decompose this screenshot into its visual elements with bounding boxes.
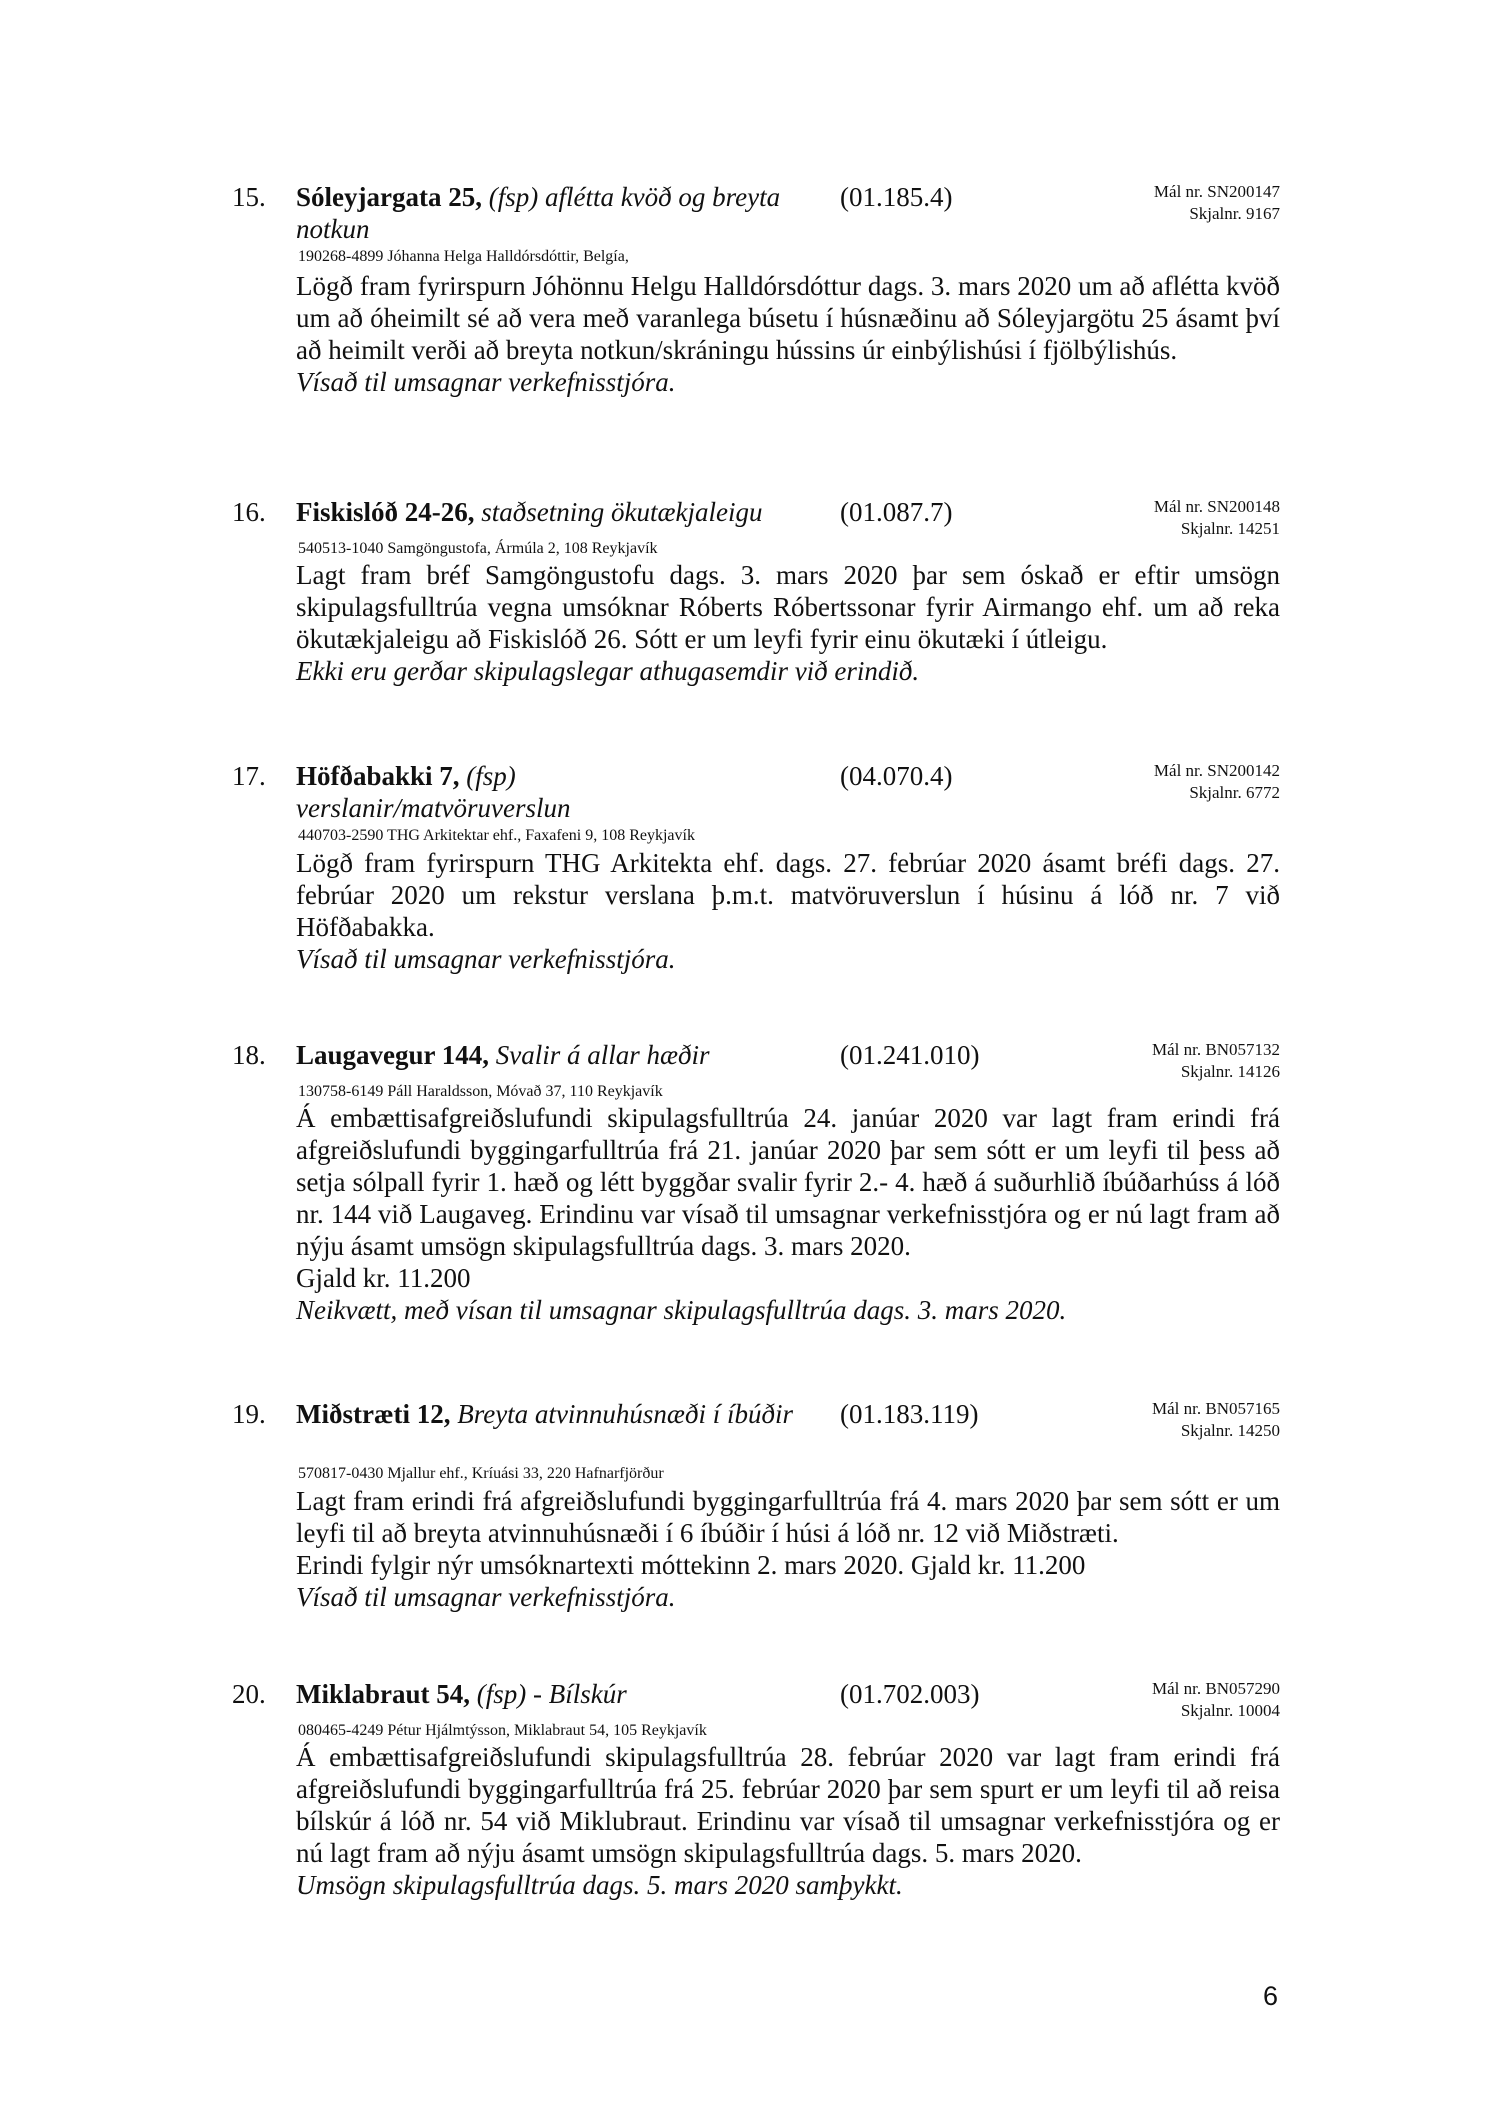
- item-street: Miðstræti 12,: [296, 1399, 451, 1429]
- item-title: [296, 496, 896, 528]
- item-land-number: (01.185.4): [840, 182, 953, 212]
- item-body-text: Lögð fram fyrirspurn Jóhönnu Helgu Halldórsdóttur dags. 3. mars 2020 um að aflétta kvöð um að óheimilt sé að vera með varanlega búsetu í húsnæðinu að Sóleyjargötu 25 ásamt því að heimilt verði að breyta notkun/skráningu hússins úr einbýlishúsi í fjölbýlishús.: [296, 271, 1280, 365]
- item-number: 19.: [232, 1399, 266, 1429]
- item-references: [1152, 1678, 1280, 1722]
- item-body: [296, 270, 1280, 398]
- item-number: 20.: [232, 1679, 266, 1709]
- case-number: Mál nr. BN057290: [1152, 1679, 1280, 1698]
- item-body: [296, 1485, 1280, 1613]
- file-number: Skjalnr. 10004: [1180, 1701, 1280, 1720]
- case-number: Mál nr. BN057132: [1152, 1040, 1280, 1059]
- file-number: Skjalnr. 6772: [1189, 783, 1280, 802]
- item-number: 18.: [232, 1040, 266, 1070]
- item-title: [296, 1039, 896, 1071]
- item-street: Miklabraut 54,: [296, 1679, 471, 1709]
- item-street: Höfðabakki 7,: [296, 761, 460, 791]
- item-street: Sóleyjargata 25,: [296, 182, 482, 212]
- item-references: [1154, 496, 1280, 540]
- item-title: [296, 181, 816, 245]
- file-number: Skjalnr. 14250: [1180, 1421, 1280, 1440]
- item-applicant: 440703-2590 THG Arkitektar ehf., Faxafeni 9, 108 Reykjavík: [298, 827, 695, 844]
- item-body: [296, 1102, 1280, 1326]
- file-number: Skjalnr. 14126: [1180, 1062, 1280, 1081]
- item-land-number: (01.087.7): [840, 497, 953, 527]
- item-fee: Erindi fylgir nýr umsóknartexti móttekinn 2. mars 2020. Gjald kr. 11.200: [296, 1550, 1086, 1580]
- item-subject: (fsp) verslanir/matvöruverslun: [296, 761, 571, 823]
- item-title: [296, 1678, 896, 1710]
- page-number: 6: [1263, 1981, 1279, 2011]
- item-conclusion: Vísað til umsagnar verkefnisstjóra.: [296, 367, 676, 397]
- item-subject: staðsetning ökutækjaleigu: [481, 497, 763, 527]
- item-title: [296, 1398, 816, 1430]
- item-subject: Breyta atvinnuhúsnæði í íbúðir: [457, 1399, 793, 1429]
- item-applicant: 080465-4249 Pétur Hjálmtýsson, Miklabraut 54, 105 Reykjavík: [298, 1722, 707, 1739]
- case-number: Mál nr. SN200148: [1153, 497, 1280, 516]
- item-applicant: 540513-1040 Samgöngustofa, Ármúla 2, 108 Reykjavík: [298, 540, 658, 557]
- item-body: [296, 1741, 1280, 1901]
- item-number: 15.: [232, 182, 266, 212]
- item-street: Laugavegur 144,: [296, 1040, 490, 1070]
- item-land-number: (01.241.010): [840, 1040, 980, 1070]
- file-number: Skjalnr. 9167: [1189, 204, 1280, 223]
- item-applicant: 190268-4899 Jóhanna Helga Halldórsdóttir, Belgía,: [298, 248, 629, 265]
- item-references: [1154, 760, 1280, 804]
- item-body-text: Lagt fram erindi frá afgreiðslufundi byggingarfulltrúa frá 4. mars 2020 þar sem sótt er um leyfi til að breyta atvinnuhúsnæði í 6 íbúðir í húsi á lóð nr. 12 við Miðstræti.: [296, 1486, 1280, 1548]
- item-conclusion: Vísað til umsagnar verkefnisstjóra.: [296, 1582, 676, 1612]
- item-conclusion: Neikvætt, með vísan til umsagnar skipulagsfulltrúa dags. 3. mars 2020.: [296, 1295, 1067, 1325]
- item-references: [1152, 1039, 1280, 1083]
- file-number: Skjalnr. 14251: [1180, 519, 1280, 538]
- item-street: Fiskislóð 24-26,: [296, 497, 475, 527]
- item-subject: (fsp) aflétta kvöð og breyta notkun: [296, 182, 781, 244]
- item-subject: (fsp) - Bílskúr: [476, 1679, 627, 1709]
- item-conclusion: Vísað til umsagnar verkefnisstjóra.: [296, 944, 676, 974]
- item-body-text: Á embættisafgreiðslufundi skipulagsfulltrúa 24. janúar 2020 var lagt fram erindi frá afgreiðslufundi byggingarfulltrúa frá 21. janúar 2020 þar sem sótt er um leyfi til þess að setja sólpall fyrir 1. hæð og létt byggðar svalir fyrir 2.- 4. hæð á suðurhlið íbúðarhúss á lóð nr. 144 við Laugaveg. Erindinu var vísað til umsagnar verkefnisstjóra og er nú lagt fram að nýju ásamt umsögn skipulagsfulltrúa dags. 3. mars 2020.: [296, 1103, 1280, 1261]
- item-title: [296, 760, 596, 824]
- item-body-text: Lögð fram fyrirspurn THG Arkitekta ehf. dags. 27. febrúar 2020 ásamt bréfi dags. 27. febrúar 2020 um rekstur verslana þ.m.t. matvöruverslun í húsinu á lóð nr. 7 við Höfðabakka.: [296, 848, 1280, 942]
- case-number: Mál nr. BN057165: [1152, 1399, 1280, 1418]
- item-references: [1152, 1398, 1280, 1442]
- item-conclusion: Umsögn skipulagsfulltrúa dags. 5. mars 2020 samþykkt.: [296, 1870, 903, 1900]
- item-references: [1154, 181, 1280, 225]
- item-body-text: Lagt fram bréf Samgöngustofu dags. 3. mars 2020 þar sem óskað er eftir umsögn skipulagsfulltrúa vegna umsóknar Róberts Róbertssonar fyrir Airmango ehf. um að reka ökutækjaleigu að Fiskislóð 26. Sótt er um leyfi fyrir einu ökutæki í útleigu.: [296, 560, 1280, 654]
- item-land-number: (01.183.119): [840, 1399, 979, 1429]
- case-number: Mál nr. SN200142: [1153, 761, 1280, 780]
- item-applicant: 570817-0430 Mjallur ehf., Kríuási 33, 220 Hafnarfjörður: [298, 1465, 664, 1482]
- item-applicant: 130758-6149 Páll Haraldsson, Móvað 37, 110 Reykjavík: [298, 1083, 663, 1100]
- item-land-number: (01.702.003): [840, 1679, 980, 1709]
- item-body: [296, 847, 1280, 975]
- item-number: 16.: [232, 497, 266, 527]
- item-conclusion: Ekki eru gerðar skipulagslegar athugasemdir við erindið.: [296, 656, 920, 686]
- item-fee: Gjald kr. 11.200: [296, 1263, 471, 1293]
- item-body-text: Á embættisafgreiðslufundi skipulagsfulltrúa 28. febrúar 2020 var lagt fram erindi frá afgreiðslufundi byggingarfulltrúa frá 25. febrúar 2020 þar sem spurt er um leyfi til að reisa bílskúr á lóð nr. 54 við Miklubraut. Erindinu var vísað til umsagnar verkefnisstjóra og er nú lagt fram að nýju ásamt umsögn skipulagsfulltrúa dags. 5. mars 2020.: [296, 1742, 1280, 1868]
- case-number: Mál nr. SN200147: [1153, 182, 1280, 201]
- item-land-number: (04.070.4): [840, 761, 953, 791]
- item-number: 17.: [232, 761, 266, 791]
- item-subject: Svalir á allar hæðir: [495, 1040, 710, 1070]
- item-body: [296, 559, 1280, 687]
